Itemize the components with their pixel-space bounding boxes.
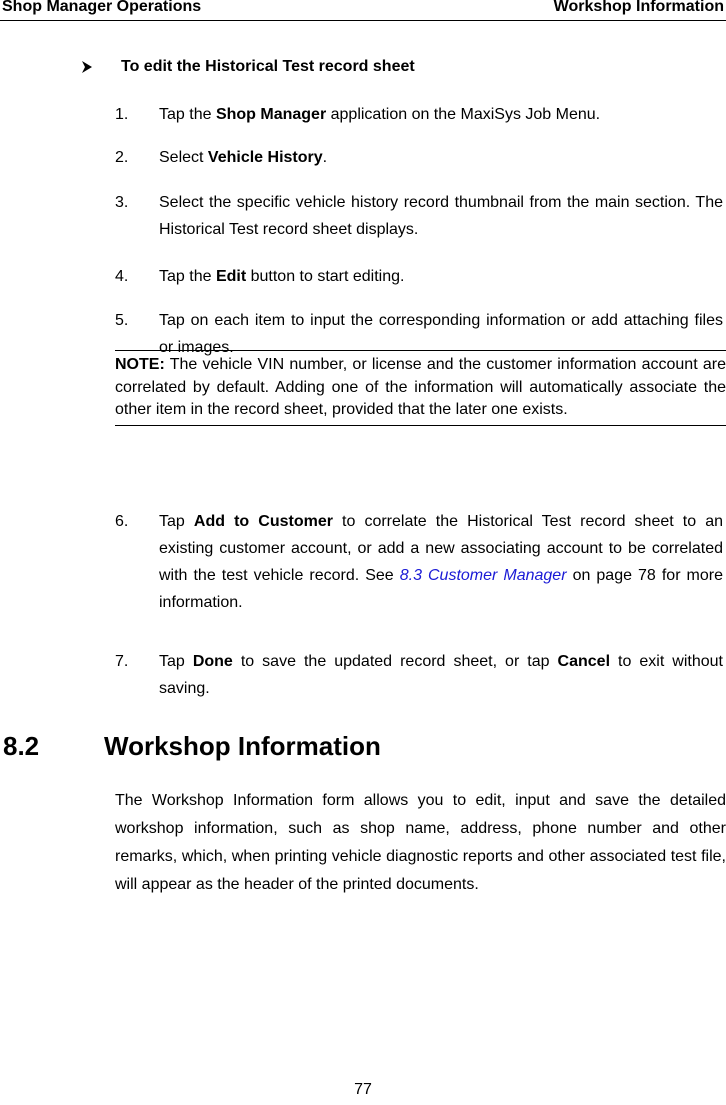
step-text: Tap on each item to input the corresponding information or add attaching files or images.	[159, 312, 723, 356]
step-text	[159, 144, 723, 171]
step-6	[115, 508, 723, 616]
step-number: 1.	[115, 106, 129, 123]
step-text	[159, 508, 723, 616]
step-1	[115, 101, 723, 128]
page-header	[0, 0, 726, 21]
step-text-part: to correlate the Historical Test record sheet to an existing customer account, or add a new associating account to be correlated with the test vehicle record. See	[159, 513, 723, 584]
step-number: 3.	[115, 194, 129, 211]
step-3	[115, 189, 723, 243]
step-text-part: Tap	[159, 513, 194, 530]
note-box	[115, 350, 726, 426]
section-title: Workshop Information	[104, 731, 381, 761]
step-bold-term: Edit	[215, 268, 247, 285]
procedure-title: To edit the Historical Test record sheet	[121, 58, 415, 75]
step-bold-term: Vehicle History	[207, 149, 323, 166]
step-2	[115, 144, 723, 171]
step-text	[159, 101, 723, 128]
step-text: Select the specific vehicle history record thumbnail from the main section. The Historical Test record sheet displays.	[159, 194, 723, 238]
step-number: 4.	[115, 268, 129, 285]
note-text: The vehicle VIN number, or license and the customer information account are correlated by default. Adding one of the information will automatically associate the other item in the record sheet, provided that the later one exists.	[115, 356, 726, 418]
step-bold-term: Shop Manager	[215, 106, 327, 123]
step-text-part: to save the updated record sheet, or tap	[232, 653, 558, 670]
arrow-bullet-icon	[80, 60, 94, 74]
step-text-part: Tap	[159, 653, 193, 670]
step-text-part: application on the MaxiSys Job Menu.	[326, 106, 601, 123]
section-paragraph: The Workshop Information form allows you to edit, input and save the detailed workshop information, such as shop name, address, phone number and other remarks, which, when printing vehicle diagnostic reports and other associated test file, will appear as the header of the printed documents.	[115, 792, 726, 893]
step-text-part: button to start editing.	[246, 268, 405, 285]
step-text-part: to exit without saving.	[159, 653, 723, 697]
step-text-part: Tap the	[159, 268, 216, 285]
step-text-part: Tap the	[159, 106, 216, 123]
step-text	[159, 648, 723, 702]
page-number: 77	[354, 1081, 372, 1098]
section-number: 8.2	[3, 731, 40, 761]
step-text-part: .	[322, 149, 328, 166]
cross-reference-link[interactable]: 8.3 Customer Manager	[399, 567, 567, 584]
step-bold-term: Add to Customer	[193, 513, 333, 530]
step-text-part: Select	[159, 149, 208, 166]
step-number: 6.	[115, 513, 129, 530]
step-number: 5.	[115, 312, 129, 329]
step-bold-term: Cancel	[557, 653, 611, 670]
step-text	[159, 263, 723, 290]
step-number: 7.	[115, 653, 129, 670]
header-section-title: Workshop Information	[553, 0, 724, 15]
step-4	[115, 263, 723, 290]
step-bold-term: Done	[192, 653, 233, 670]
note-label: NOTE:	[115, 356, 165, 373]
step-number: 2.	[115, 149, 129, 166]
header-chapter-title: Shop Manager Operations	[2, 0, 202, 15]
step-text-part: on page 78 for more information.	[159, 567, 724, 611]
step-7	[115, 648, 723, 702]
